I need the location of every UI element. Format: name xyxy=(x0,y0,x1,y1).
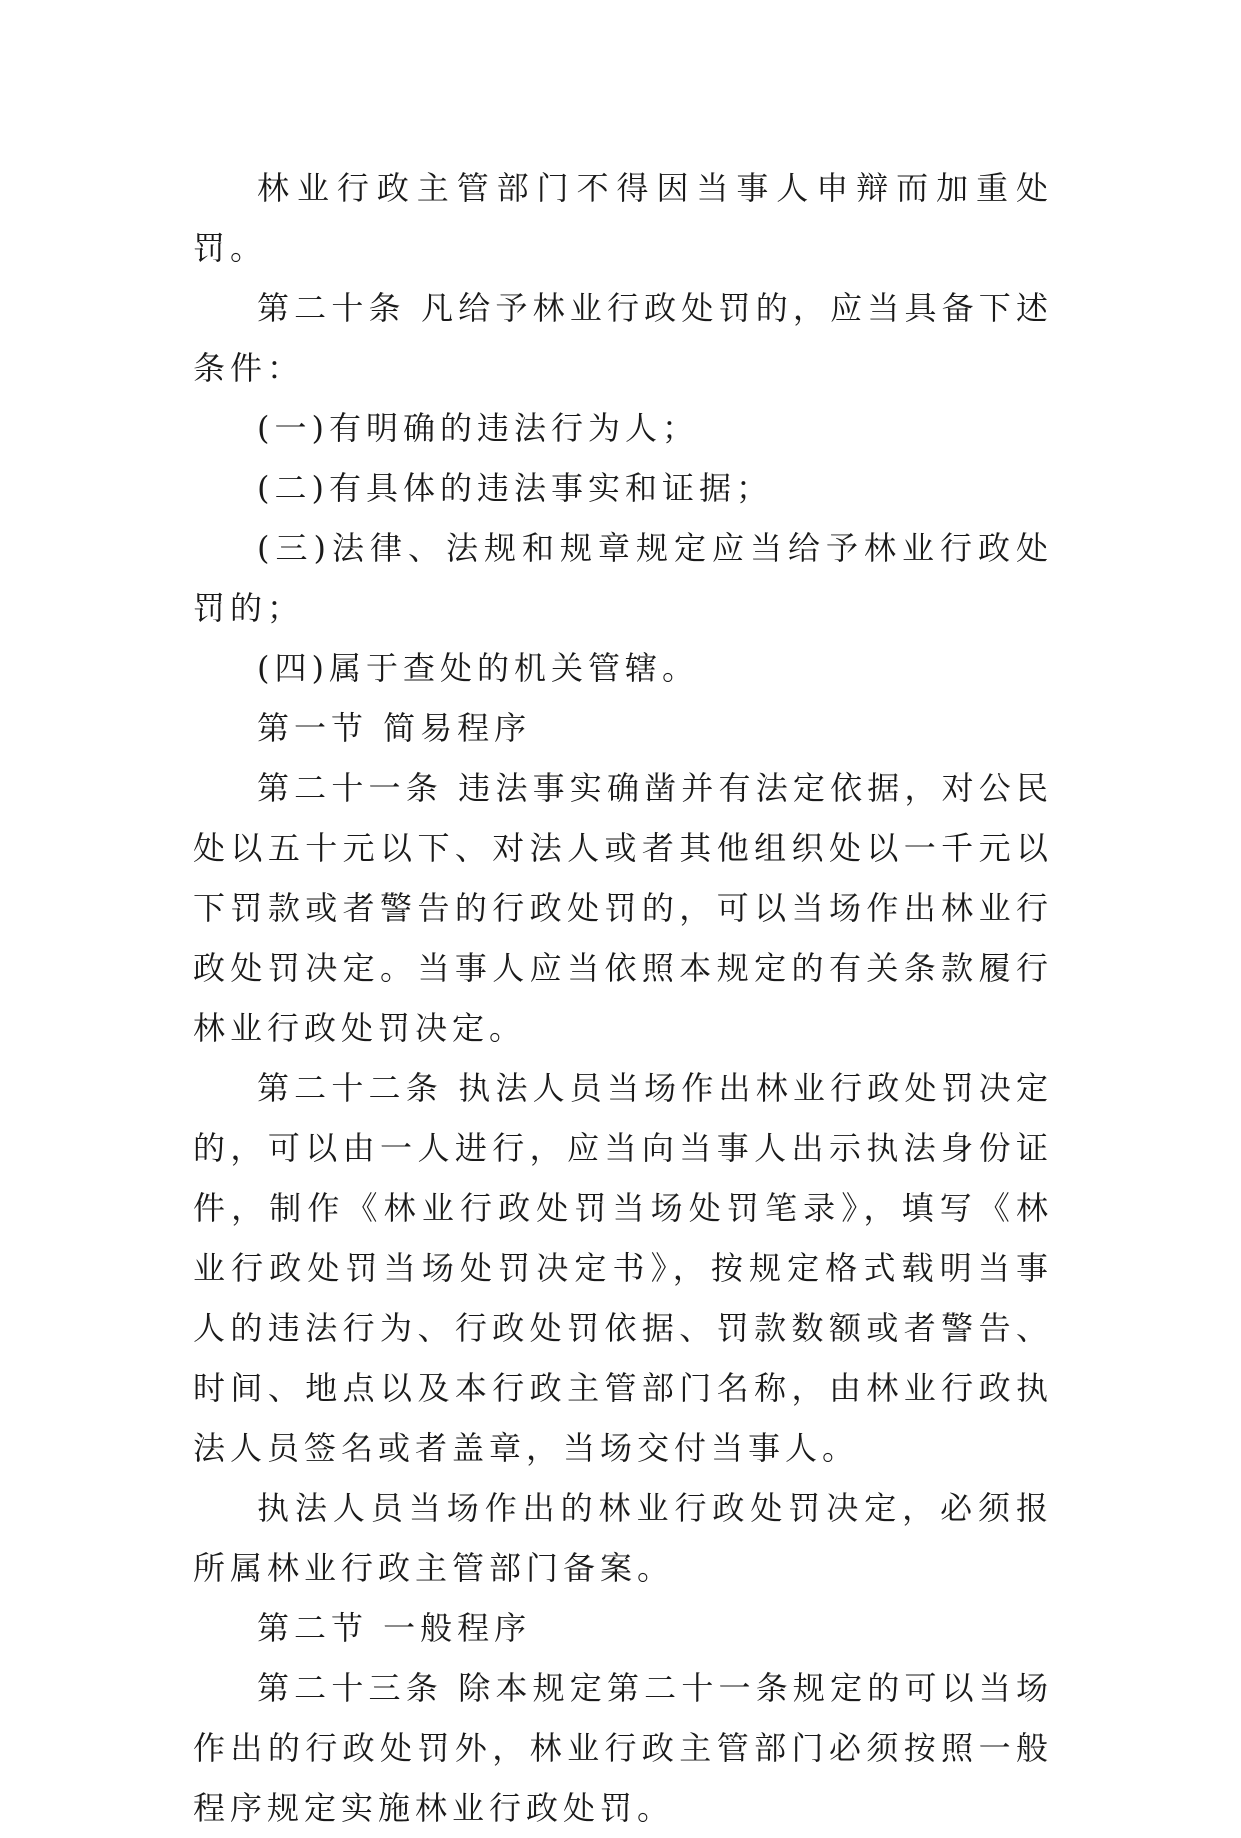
condition-2: (二)有具体的违法事实和证据； xyxy=(257,469,773,507)
condition-3: (三)法律、法规和规章规定应当给予林业行政处罚的； xyxy=(193,529,1053,627)
condition-1: (一)有明确的违法行为人； xyxy=(257,409,699,447)
article-20: 第二十条 凡给予林业行政处罚的，应当具备下述条件： xyxy=(193,289,1053,387)
paragraph-no-heavier-penalty: 林业行政主管部门不得因当事人申辩而加重处罚。 xyxy=(193,169,1053,267)
document-body xyxy=(193,158,1053,1838)
paragraph-filing-requirement: 执法人员当场作出的林业行政处罚决定，必须报所属林业行政主管部门备案。 xyxy=(193,1489,1053,1587)
article-23: 第二十三条 除本规定第二十一条规定的可以当场作出的行政处罚外，林业行政主管部门必须按照一般程序规定实施林业行政处罚。 xyxy=(193,1669,1053,1827)
article-21: 第二十一条 违法事实确凿并有法定依据，对公民处以五十元以下、对法人或者其他组织处以一千元以下罚款或者警告的行政处罚的，可以当场作出林业行政处罚决定。当事人应当依照本规定的有关条款履行林业行政处罚决定。 xyxy=(193,769,1053,1047)
section-1-heading: 第一节 简易程序 xyxy=(257,709,532,747)
section-2-heading: 第二节 一般程序 xyxy=(257,1609,532,1647)
article-22: 第二十二条 执法人员当场作出林业行政处罚决定的，可以由一人进行，应当向当事人出示执法身份证件，制作《林业行政处罚当场处罚笔录》，填写《林业行政处罚当场处罚决定书》，按规定格式载明当事人的违法行为、行政处罚依据、罚款数额或者警告、时间、地点以及本行政主管部门名称，由林业行政执法人员签名或者盖章，当场交付当事人。 xyxy=(193,1069,1053,1467)
condition-4: (四)属于查处的机关管辖。 xyxy=(257,649,699,687)
